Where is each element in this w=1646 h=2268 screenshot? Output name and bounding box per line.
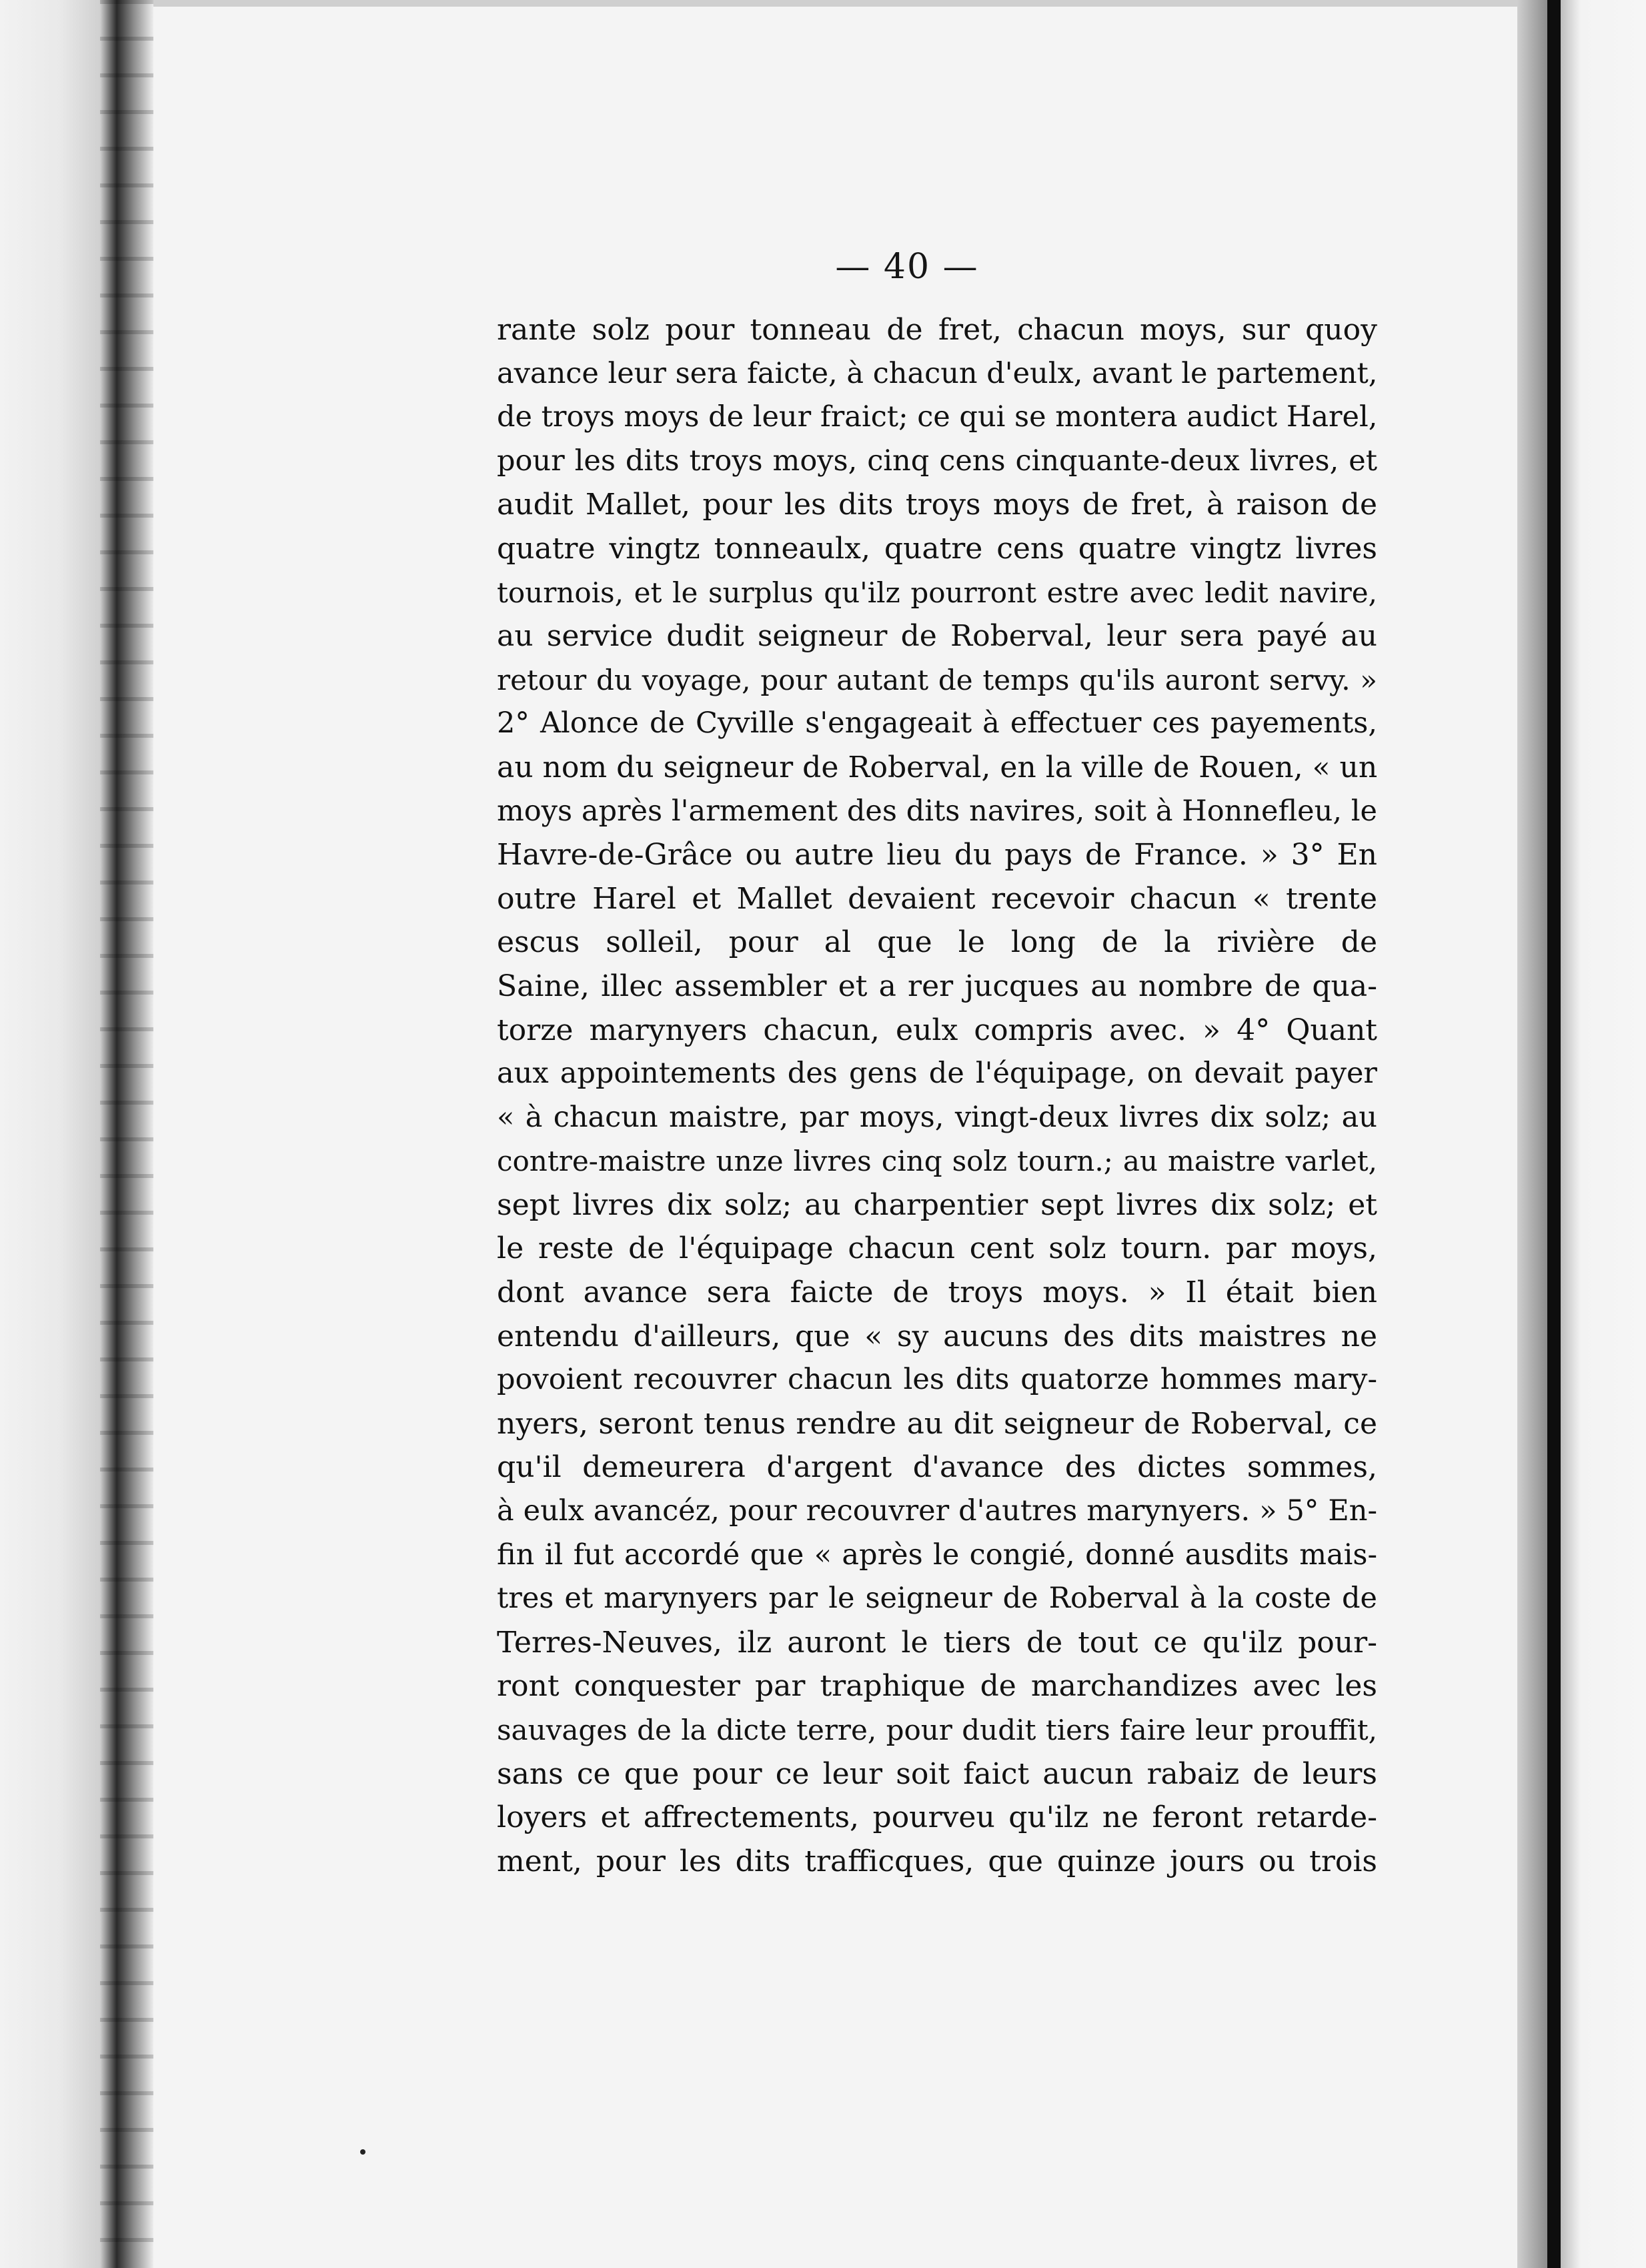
text-line: Havre-de-Grâce ou autre lieu du pays de France. » 3° En (497, 838, 1377, 873)
text-line: pour les dits troys moys, cinq cens cinquante-deux livres, et (497, 444, 1377, 478)
text-line: sans ce que pour ce leur soit faict aucun rabaiz de leurs (497, 1756, 1377, 1791)
book-gutter (1547, 0, 1561, 2268)
text-line: contre-maistre unze livres cinq solz tourn.; au maistre varlet, (497, 1145, 1377, 1178)
text-line: qu'il demeurera d'argent d'avance des dictes sommes, (497, 1450, 1377, 1485)
text-line: fin il fut accordé que « après le congié, donné ausdits mais- (497, 1538, 1377, 1572)
text-line: sept livres dix solz; au charpentier sept livres dix solz; et (497, 1187, 1377, 1222)
text-line: ment, pour les dits trafficques, que quinze jours ou trois (497, 1844, 1377, 1878)
text-line: moys après l'armement des dits navires, soit à Honnefleu, le (497, 794, 1377, 828)
text-line: Terres-Neuves, ilz auront le tiers de tout ce qu'ilz pour- (497, 1625, 1377, 1660)
text-line: torze marynyers chacun, eulx compris avec. » 4° Quant (497, 1013, 1377, 1047)
text-line: loyers et affrectements, pourveu qu'ilz ne feront retarde- (497, 1800, 1377, 1835)
text-line: entendu d'ailleurs, que « sy aucuns des dits maistres ne (497, 1319, 1377, 1353)
text-line: dont avance sera faicte de troys moys. » Il était bien (497, 1275, 1377, 1310)
text-line: retour du voyage, pour autant de temps qu'ils auront servy. » (497, 663, 1377, 696)
text-line: quatre vingtz tonneaulx, quatre cens quatre vingtz livres (497, 531, 1377, 566)
text-line: au nom du seigneur de Roberval, en la ville de Rouen, « un (497, 750, 1377, 784)
text-line: de troys moys de leur fraict; ce qui se montera audict Harel, (497, 400, 1377, 434)
text-line: escus solleil, pour al que le long de la rivière de (497, 925, 1377, 960)
text-line: sauvages de la dicte terre, pour dudit tiers faire leur prouffit, (497, 1714, 1377, 1746)
paper-speck (360, 2149, 365, 2155)
text-line: avance leur sera faicte, à chacun d'eulx, avant le partement, (497, 356, 1377, 390)
text-line: audit Mallet, pour les dits troys moys de fret, à raison de (497, 488, 1377, 522)
text-line: povoient recouvrer chacun les dits quatorze hommes mary- (497, 1363, 1377, 1397)
text-line: outre Harel et Mallet devaient recevoir chacun « trente (497, 881, 1377, 916)
text-line: aux appointements des gens de l'équipage, on devait payer (497, 1057, 1377, 1091)
text-line: Saine, illec assembler et a rer jucques au nombre de qua- (497, 969, 1377, 1003)
text-line: rante solz pour tonneau de fret, chacun moys, sur quoy (497, 313, 1377, 347)
page-body-text (497, 308, 1377, 1883)
facing-page-edge (1561, 0, 1646, 2268)
binding-stitching (100, 0, 153, 2268)
text-line: au service dudit seigneur de Roberval, leur sera payé au (497, 619, 1377, 654)
text-line: « à chacun maistre, par moys, vingt-deux livres dix solz; au (497, 1100, 1377, 1134)
text-line: tournois, et le surplus qu'ilz pourront estre avec ledit navire, (497, 576, 1377, 609)
page-number: — 40 — (835, 247, 979, 287)
text-line: tres et marynyers par le seigneur de Roberval à la coste de (497, 1582, 1377, 1616)
page-edge-shadow (1517, 0, 1547, 2268)
text-line: à eulx avancéz, pour recouvrer d'autres marynyers. » 5° En- (497, 1494, 1377, 1528)
text-line: ront conquester par traphique de marchandizes avec les (497, 1669, 1377, 1704)
text-line: 2° Alonce de Cyville s'engageait à effectuer ces payements, (497, 706, 1377, 740)
text-line: le reste de l'équipage chacun cent solz tourn. par moys, (497, 1231, 1377, 1266)
text-line: nyers, seront tenus rendre au dit seigneur de Roberval, ce (497, 1406, 1377, 1441)
